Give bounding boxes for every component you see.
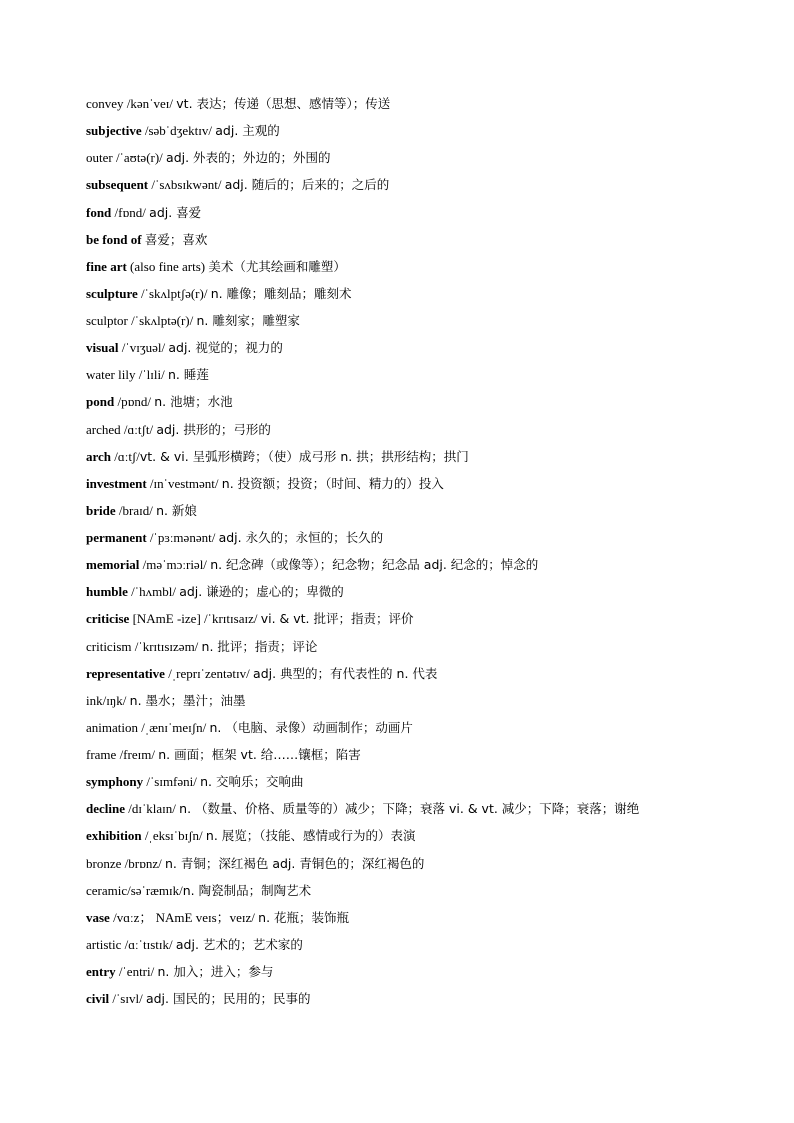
entry-pronunciation: /ˈentri/ <box>115 964 158 979</box>
entry-word: decline <box>86 801 125 817</box>
entry-word: investment <box>86 475 147 491</box>
entry-definition: adj. 主观的 <box>215 123 280 139</box>
vocabulary-entry <box>86 229 776 256</box>
entry-pronunciation: /ˌreprɪˈzentətɪv/ <box>164 665 254 681</box>
vocabulary-entry <box>86 961 776 988</box>
entry-definition: adj. 谦逊的；虚心的；卑微的 <box>179 584 344 600</box>
entry-pronunciation: /ɑːˈtɪstɪk/ <box>121 936 176 952</box>
entry-definition: n. 展览；（技能、感情或行为的）表演 <box>205 828 416 844</box>
entry-word: arch <box>86 448 112 464</box>
entry-word: arched <box>86 421 121 437</box>
vocabulary-entry <box>86 581 776 608</box>
entry-pronunciation: /ˈpɜːmənənt/ <box>146 530 219 545</box>
vocabulary-entry <box>86 500 776 527</box>
entry-definition: adj. 永久的；永恒的；长久的 <box>218 530 384 545</box>
entry-word: criticism <box>86 638 132 654</box>
entry-word: artistic <box>86 936 122 952</box>
entry-word: water lily <box>86 367 136 383</box>
entry-definition: vi. & vt. 批评；指责；评价 <box>260 611 414 627</box>
entry-definition: adj. 艺术的；艺术家的 <box>175 936 303 952</box>
entry-pronunciation: /ˌænɪˈmeɪʃn/ <box>138 719 210 735</box>
entry-pronunciation: /ɑːtʃ/ <box>111 448 140 464</box>
entry-definition: 美术（尤其绘画和雕塑） <box>208 258 346 274</box>
entry-pronunciation: [NAmE -ize] /ˈkrɪtɪsaɪz/ <box>129 611 261 627</box>
entry-word: subsequent <box>86 177 149 193</box>
entry-definition: n. 交响乐；交响曲 <box>200 774 304 790</box>
entry-definition: n. 画面；框架 vt. 给……镶框；陷害 <box>158 747 361 762</box>
vocabulary-entry <box>86 798 776 825</box>
entry-pronunciation: /ˈsɪmfəni/ <box>143 774 201 790</box>
vocabulary-entry <box>86 364 776 391</box>
entry-word: ink <box>86 692 103 708</box>
vocabulary-entry <box>86 744 776 771</box>
vocabulary-entry <box>86 391 776 418</box>
entry-word: humble <box>86 584 128 600</box>
entry-word: ceramic <box>86 882 128 898</box>
entry-pronunciation: /ˈsʌbsɪkwənt/ <box>148 177 225 193</box>
entry-definition: n. 池塘；水池 <box>154 394 233 410</box>
entry-pronunciation: /ɪnˈvestmənt/ <box>146 475 222 491</box>
vocabulary-entry <box>86 690 776 717</box>
entry-pronunciation: /səˈræmɪk/ <box>127 882 183 898</box>
vocabulary-entry <box>86 446 776 473</box>
vocabulary-entry <box>86 853 776 880</box>
vocabulary-entry <box>86 608 776 635</box>
entry-definition: n. 批评；指责；评论 <box>201 638 318 654</box>
vocabulary-entry <box>86 283 776 310</box>
vocabulary-entry <box>86 825 776 852</box>
entry-pronunciation: /ɪŋk/ <box>102 692 130 708</box>
entry-definition: n. 新娘 <box>156 502 197 518</box>
vocabulary-list <box>86 93 776 1015</box>
entry-word: entry <box>86 964 116 979</box>
entry-word: fond <box>86 204 112 220</box>
vocabulary-entry <box>86 636 776 663</box>
entry-word: civil <box>86 991 110 1007</box>
entry-pronunciation: /ɑːtʃt/ <box>120 421 157 437</box>
entry-pronunciation: /ˈskʌlptʃə(r)/ <box>137 285 211 301</box>
entry-pronunciation: /ˈskʌlptə(r)/ <box>127 313 197 328</box>
entry-pronunciation: /freɪm/ <box>116 747 159 762</box>
entry-definition: adj. 拱形的；弓形的 <box>156 421 271 437</box>
entry-pronunciation: /ˈsɪvl/ <box>109 991 146 1007</box>
entry-definition: n. 陶瓷制品；制陶艺术 <box>182 882 312 898</box>
vocabulary-entry <box>86 880 776 907</box>
entry-word: bronze <box>86 855 122 871</box>
entry-pronunciation: /ˈhʌmbl/ <box>127 584 180 600</box>
entry-definition: adj. 喜爱 <box>149 204 202 220</box>
vocabulary-entry <box>86 337 776 364</box>
entry-word: outer <box>86 150 113 166</box>
entry-definition: n. 睡莲 <box>167 367 209 383</box>
entry-word: fine art <box>86 258 127 274</box>
vocabulary-entry <box>86 771 776 798</box>
entry-definition: n. 青铜；深红褐色 adj. 青铜色的；深红褐色的 <box>165 855 425 871</box>
vocabulary-entry <box>86 934 776 961</box>
entry-definition: vt. & vi. 呈弧形横跨；（使）成弓形 n. 拱；拱形结构；拱门 <box>139 448 469 464</box>
entry-word: sculpture <box>86 285 138 301</box>
entry-word: memorial <box>86 557 140 573</box>
entry-definition: adj. 国民的；民用的；民事的 <box>145 991 311 1007</box>
entry-definition: vt. 表达；传递（思想、感情等）；传送 <box>176 96 391 111</box>
entry-pronunciation: /məˈmɔːriəl/ <box>139 557 211 573</box>
entry-pronunciation: /pɒnd/ <box>114 394 155 410</box>
entry-pronunciation: /ˈkrɪtɪsɪzəm/ <box>131 638 202 654</box>
vocabulary-entry <box>86 93 776 120</box>
entry-word: animation <box>86 719 138 735</box>
entry-definition: n. 墨水；墨汁；油墨 <box>129 692 246 708</box>
entry-definition: n. 纪念碑（或像等）；纪念物；纪念品 adj. 纪念的；悼念的 <box>210 557 539 573</box>
vocabulary-entry <box>86 147 776 174</box>
entry-word: vase <box>86 909 110 925</box>
entry-pronunciation: /braɪd/ <box>115 502 157 518</box>
entry-definition: adj. 视觉的；视力的 <box>168 340 283 356</box>
entry-pronunciation: /fɒnd/ <box>111 204 150 220</box>
entry-definition: adj. 典型的；有代表性的 n. 代表 <box>253 665 438 681</box>
entry-word: representative <box>86 665 165 681</box>
entry-word: be fond of <box>86 231 142 247</box>
entry-pronunciation: /vɑːz； NAmE veɪs；veɪz/ <box>109 909 259 925</box>
vocabulary-entry <box>86 256 776 283</box>
entry-definition: n. 花瓶；装饰瓶 <box>258 909 350 925</box>
entry-definition: n. 雕像；雕刻品；雕刻术 <box>210 285 352 301</box>
entry-word: visual <box>86 340 119 356</box>
entry-word: subjective <box>86 123 142 139</box>
vocabulary-entry <box>86 310 776 337</box>
entry-word: symphony <box>86 774 144 790</box>
vocabulary-entry <box>86 988 776 1015</box>
entry-pronunciation: /ˈvɪʒuəl/ <box>118 340 169 356</box>
entry-definition: n. （数量、价格、质量等的）减少；下降；衰落 vi. & vt. 减少；下降；衰落；谢绝 <box>179 801 640 817</box>
vocabulary-entry <box>86 473 776 500</box>
entry-definition: n. （电脑、录像）动画制作；动画片 <box>209 719 413 735</box>
entry-pronunciation: /ˈlɪli/ <box>135 367 168 383</box>
entry-word: permanent <box>86 530 147 545</box>
entry-definition: n. 加入；进入；参与 <box>157 964 274 979</box>
entry-word: frame <box>86 747 117 762</box>
vocabulary-entry <box>86 174 776 201</box>
entry-definition: 喜爱；喜欢 <box>144 231 208 247</box>
entry-word: pond <box>86 394 115 410</box>
entry-word: exhibition <box>86 828 142 844</box>
entry-pronunciation: (also fine arts) <box>126 258 209 274</box>
entry-word: convey <box>86 96 124 111</box>
vocabulary-entry <box>86 527 776 554</box>
entry-word: criticise <box>86 611 130 627</box>
entry-definition: n. 雕刻家；雕塑家 <box>196 313 300 328</box>
vocabulary-entry <box>86 717 776 744</box>
vocabulary-entry <box>86 419 776 446</box>
entry-definition: n. 投资额；投资；（时间、精力的）投入 <box>221 475 444 491</box>
entry-definition: adj. 随后的；后来的；之后的 <box>224 177 390 193</box>
vocabulary-entry <box>86 907 776 934</box>
entry-pronunciation: /ˌeksɪˈbɪʃn/ <box>141 828 206 844</box>
vocabulary-entry <box>86 554 776 581</box>
entry-word: sculptor <box>86 313 128 328</box>
entry-word: bride <box>86 502 116 518</box>
vocabulary-entry <box>86 202 776 229</box>
entry-pronunciation: /dɪˈklaɪn/ <box>125 801 180 817</box>
entry-definition: adj. 外表的；外边的；外围的 <box>166 150 331 166</box>
entry-pronunciation: /brɒnz/ <box>121 855 165 871</box>
entry-pronunciation: /səbˈdʒektɪv/ <box>141 123 216 139</box>
entry-pronunciation: /ˈaʊtə(r)/ <box>112 150 167 166</box>
vocabulary-entry <box>86 663 776 690</box>
entry-pronunciation: /kənˈveɪ/ <box>123 96 177 111</box>
vocabulary-entry <box>86 120 776 147</box>
